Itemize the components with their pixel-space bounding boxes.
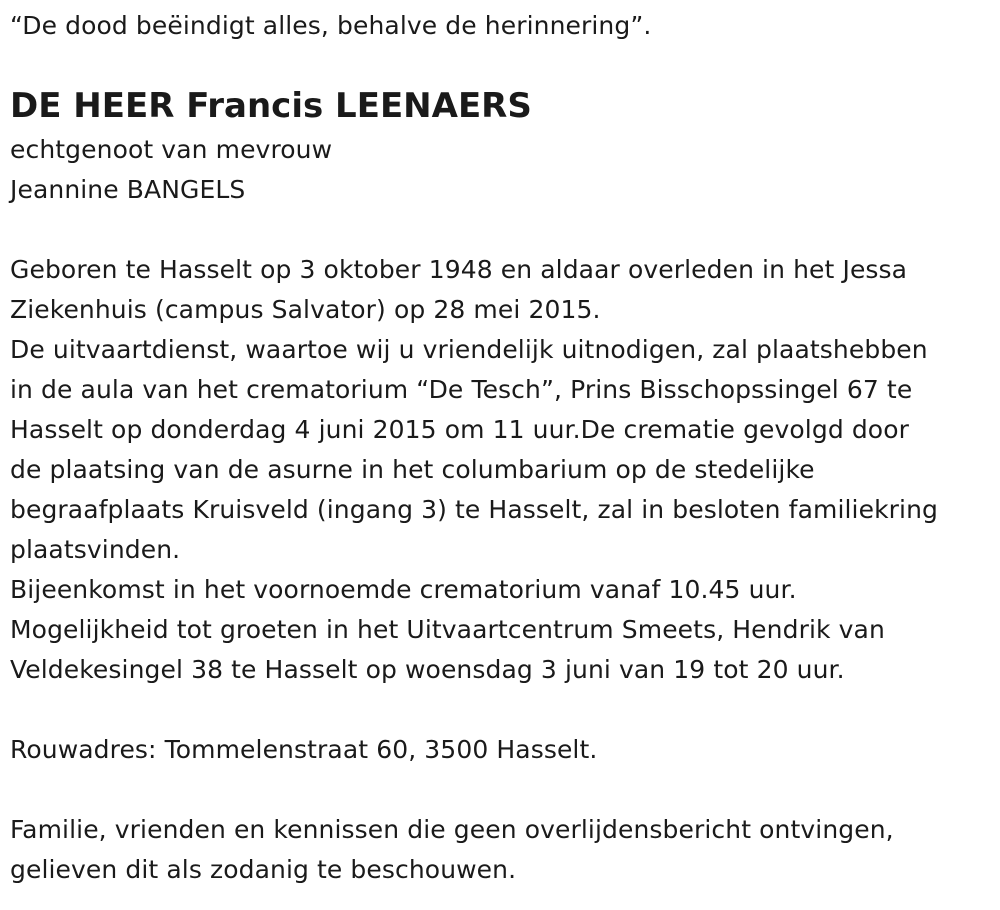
spacer	[10, 690, 990, 730]
announcement-line: plaatsvinden.	[10, 535, 181, 564]
announcement-text	[10, 250, 990, 690]
spacer	[10, 770, 990, 810]
announcement-line: de plaatsing van de asurne in het columbarium op de stedelijke	[10, 455, 815, 484]
announcement-line: Veldekesingel 38 te Hasselt op woensdag 3 juni van 19 tot 20 uur.	[10, 655, 845, 684]
announcement-line: Ziekenhuis (campus Salvator) op 28 mei 2015.	[10, 295, 601, 324]
memorial-quote: “De dood beëindigt alles, behalve de herinnering”.	[10, 11, 652, 40]
closing-text	[10, 810, 990, 890]
spacer	[10, 210, 990, 250]
closing-line: gelieven dit als zodanig te beschouwen.	[10, 855, 517, 884]
spouse-block	[10, 130, 990, 210]
announcement-line: Mogelijkheid tot groeten in het Uitvaartcentrum Smeets, Hendrik van	[10, 615, 885, 644]
spouse-line: echtgenoot van mevrouw	[10, 135, 333, 164]
announcement-line: Hasselt op donderdag 4 juni 2015 om 11 uur.De crematie gevolgd door	[10, 415, 909, 444]
announcement-line: Geboren te Hasselt op 3 oktober 1948 en aldaar overleden in het Jessa	[10, 255, 908, 284]
deceased-name: DE HEER Francis LEENAERS	[10, 86, 532, 126]
announcement-line: begraafplaats Kruisveld (ingang 3) te Hasselt, zal in besloten familiekring	[10, 495, 938, 524]
announcement-line: Bijeenkomst in het voornoemde crematorium vanaf 10.45 uur.	[10, 575, 797, 604]
announcement-line: De uitvaartdienst, waartoe wij u vriendelijk uitnodigen, zal plaatshebben	[10, 335, 928, 364]
closing-line: Familie, vrienden en kennissen die geen overlijdensbericht ontvingen,	[10, 815, 894, 844]
announcement-line: in de aula van het crematorium “De Tesch”, Prins Bisschopssingel 67 te	[10, 375, 913, 404]
spouse-name: Jeannine BANGELS	[10, 175, 246, 204]
mourning-address: Rouwadres: Tommelenstraat 60, 3500 Hasselt.	[10, 735, 598, 764]
